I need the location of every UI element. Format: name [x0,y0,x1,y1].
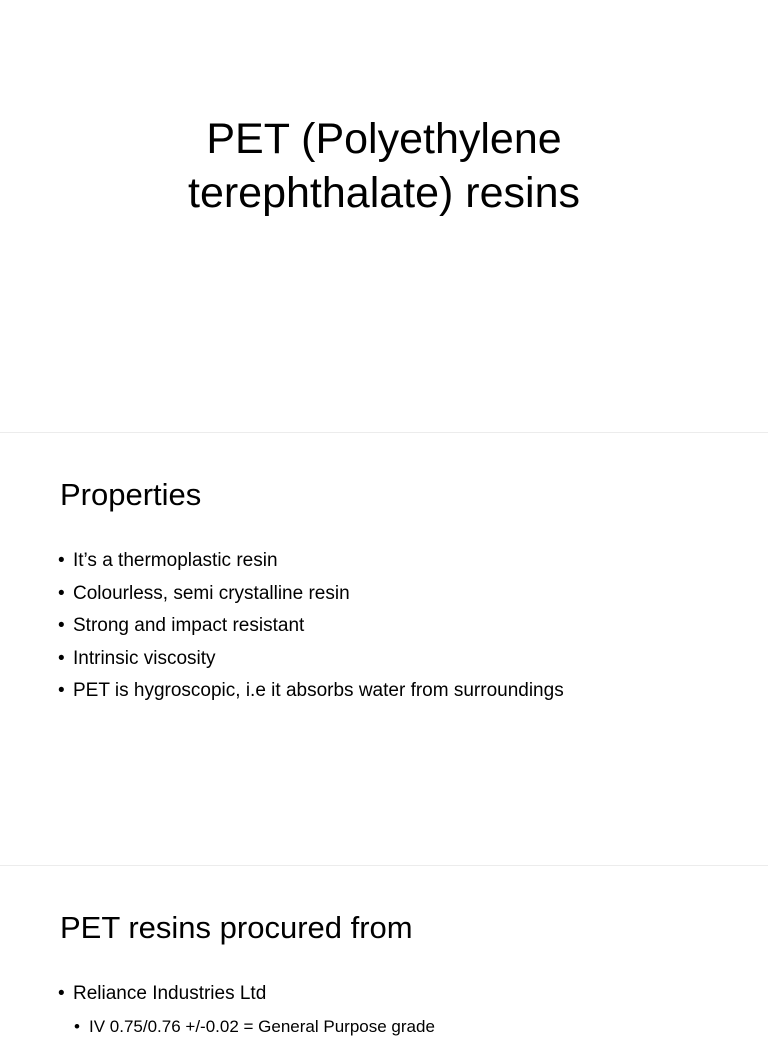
bullet-item: • Colourless, semi crystalline resin [58,578,564,611]
bullet-item: • Intrinsic viscosity [58,643,564,676]
bullet-list [58,545,564,708]
bullet-item: • PET is hygroscopic, i.e it absorbs water from surroundings [58,675,564,708]
slide-heading: Properties [60,475,201,515]
slide-properties [0,433,768,865]
sub-bullet-item: • IV 0.75/0.76 +/-0.02 = General Purpose grade [74,1011,435,1043]
bullet-item: • Strong and impact resistant [58,610,564,643]
presentation-title [0,112,768,220]
bullet-item: • It’s a thermoplastic resin [58,545,564,578]
title-line-1: PET (Polyethylene [0,112,768,166]
bullet-list [58,978,435,1043]
slide-heading: PET resins procured from [60,908,413,948]
slide-procurement [0,866,768,1024]
slide-title [0,0,768,432]
bullet-item: • Reliance Industries Ltd [58,978,435,1011]
title-line-2: terephthalate) resins [0,166,768,220]
